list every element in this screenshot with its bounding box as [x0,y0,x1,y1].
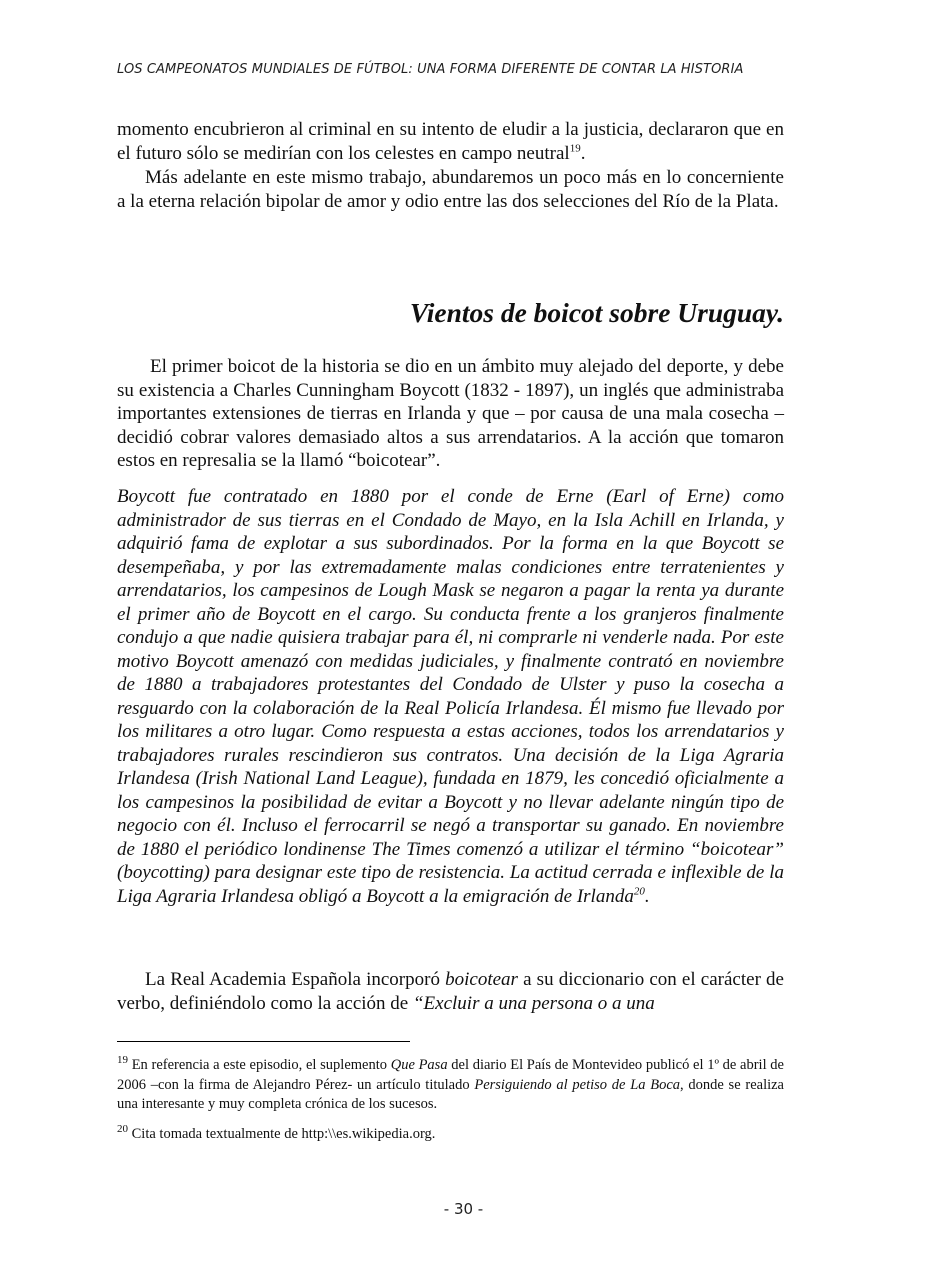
section-title: Vientos de boicot sobre Uruguay. [409,297,784,328]
paragraph-first-boycott: El primer boicot de la historia se dio en un ámbito muy alejado del deporte, y debe su existencia a Charles Cunningham Boycott (1832 - 1897), un inglés que administraba importantes extensiones de tierras en Irlanda y que – por causa de una mala cosecha – decidió cobrar valores demasiado altos a sus arrendatarios. A la acción que tomaron estos en represalia se la llamó “boicotear”. [117,356,784,471]
footnote-20 [117,1125,784,1145]
paragraph-real-academia [117,968,784,1015]
paragraph-text: momento encubrieron al criminal en su intento de eludir a la justicia, declararon que en el futuro sólo se medirían con los celestes en campo neutral [117,119,784,164]
paragraph-end: . [580,142,586,164]
footnote-text: En referencia a este episodio, el suplemento [128,1057,391,1073]
paragraph-rio-de-la-plata: Más adelante en este mismo trabajo, abundaremos un poco más en lo concerniente a la eterna relación bipolar de amor y odio entre las dos selecciones del Río de la Plata. [117,167,784,212]
term-boicotear: boicotear [445,969,518,990]
block-quote-boycott [117,485,784,908]
paragraph-continuation [117,118,784,165]
footnote-19 [117,1056,784,1115]
footnote-ref-20[interactable]: 20 [633,885,645,898]
footnote-separator [117,1041,410,1042]
footnote-ref-19[interactable]: 19 [569,142,581,155]
page-number: - 30 - [443,1200,484,1218]
quote-end: . [644,885,650,907]
footnote-text: del diario El País de Montevideo publicó el 1º de abril de 2006 –con la firma de Alejandro Pérez- un artículo titulado [117,1057,784,1093]
footnote-article-title: Persiguiendo al petiso de La Boca [474,1076,681,1093]
footnote-text: , donde se realiza una interesante y muy completa crónica de los sucesos. [117,1076,784,1112]
definition-quote: “Excluir a una persona o a una [412,992,655,1014]
footnote-number: 20 [117,1123,128,1136]
footnote-text: Cita tomada textualmente de http:\\es.wikipedia.org. [128,1126,436,1142]
footnote-supplement-name: Que Pasa [390,1057,448,1073]
running-header: LOS CAMPEONATOS MUNDIALES DE FÚTBOL: UNA FORMA DIFERENTE DE CONTAR LA HISTORIA [117,62,744,77]
paragraph-text: La Real Academia Española incorporó [145,969,446,990]
paragraph-text: a su diccionario con el carácter de verbo, definiéndolo como la acción de [117,969,784,1014]
footnote-number: 19 [117,1054,128,1067]
quote-text: Boycott fue contratado en 1880 por el conde de Erne (Earl of Erne) como administrador de sus tierras en el Condado de Mayo, en la Isla Achill en Irlanda, y adquirió fama de explotar a sus subordinados. Por la forma en la que Boycott se desempeñaba, y por las extremadamente malas condiciones entre terratenientes y arrendatarios, los campesinos de Lough Mask se negaron a pagar la renta ya durante el primer año de Boycott en el cargo. Su conducta frente a los granjeros finalmente condujo a que nadie quisiera trabajar para él, ni comprarle ni venderle nada. Por este motivo Boycott amenazó con medidas judiciales, y finalmente contrató en noviembre de 1880 a trabajadores protestantes del Condado de Ulster y puso la cosecha a resguardo con la colaboración de la Real Policía Irlandesa. Él mismo fue llevado por los militares a otro lugar. Como respuesta a estas acciones, todos los arrendatarios y trabajadores rurales rescindieron sus contratos. Una decisión de la Liga Agraria Irlandesa (Irish National Land League), fundada en 1879, les concedió oficialmente a los campesinos la posibilidad de evitar a Boycott y no llevar adelante ningún tipo de negocio con él. Incluso el ferrocarril se negó a transportar su ganado. En noviembre de 1880 el periódico londinense The Times comenzó a utilizar el término “boicotear” (boycotting) para designar este tipo de resistencia. La actitud cerrada e inflexible de la Liga Agraria Irlandesa obligó a Boycott a la emigración de Irlanda [117,486,784,907]
